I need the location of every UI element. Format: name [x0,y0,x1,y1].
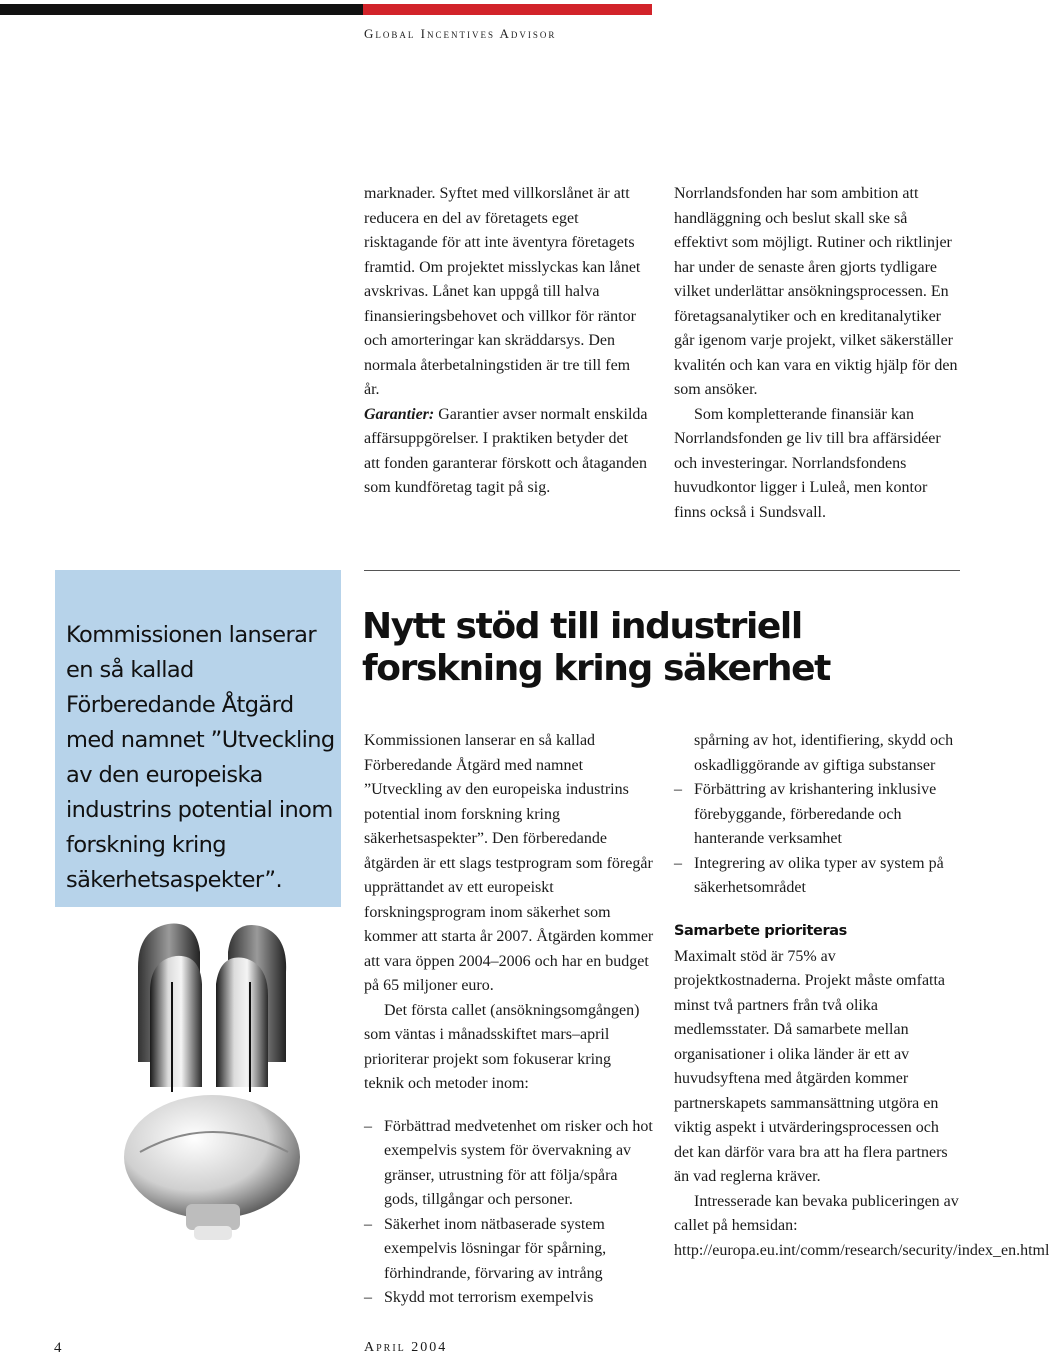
list-item: – Säkerhet inom nätbaserade system exempelvis lösningar för spårning, förhindrande, förvaring av intrång [364,1213,654,1287]
list-item-continued: spårning av hot, identifiering, skydd och oskadliggörande av giftiga substanser [694,732,954,774]
priority-list [364,1115,654,1311]
column-a [364,182,648,501]
section-subheading: Samarbete prioriteras [674,922,847,939]
light-bulb-image [110,912,310,1247]
article-column-d [674,729,1049,1263]
column-b-paragraph-1: Norrlandsfonden har som ambition att handläggning och beslut skall ske så effektivt som möjligt. Rutiner och riktlinjer har under de senaste åren gjorts tydligare vilket underlättar ansökningsprocessen. En företagsanalytiker och en kreditanalytiker går igenom varje projekt, vilket säkerställer kvalitén och kan vara en viktig hjälp för den som ansöker. [674,185,958,398]
list-item: – Förbättring av krishantering inklusive förebyggande, förberedande och hanterande verksamhet [674,778,960,852]
column-a-paragraph: marknader. Syftet med villkorslånet är att reducera en del av företagets eget risktagande för att inte äventyra företagets framtid. Om projektet misslyckas kan lånet avskrivas. Lånet kan uppgå till halva finansieringsbehovet och villkor för räntor och amorteringar kan skräddarsys. Den normala återbetalningstiden är tre till fem år. [364,185,641,398]
list-item: – Skydd mot terrorism exempelvis [364,1286,654,1311]
publication-title: Global Incentives Advisor [364,26,557,41]
header-bar-black [0,4,363,15]
issue-date: April 2004 [364,1340,448,1355]
article-paragraph-2: Det första callet (ansökningsomgången) som väntas i månadsskiftet mars–april prioriterar projekt som fokuserar kring teknik och metoder inom: [364,1001,640,1092]
priority-list-continued [674,778,960,901]
article-headline: Nytt stöd till industriell forskning kring säkerhet [362,606,830,689]
header-bar-red [363,4,652,15]
callout-text: Kommissionen lanserar en så kallad Förberedande Åtgärd med namnet ”Utveckling av den europeiska industrins potential inom forskning kring säkerhetsaspekter”. [66,622,335,893]
column-b [674,182,960,525]
list-item: – Integrering av olika typer av system på säkerhetsområdet [674,852,960,901]
article-paragraph-4: Intresserade kan bevaka publiceringen av callet på hemsidan: [674,1192,959,1234]
article-paragraph-3: Maximalt stöd är 75% av projektkostnaderna. Projekt måste omfatta minst två partners från två olika medlemsstater. Då samarbete mellan organisationer i olika länder är ett av huvudsyftena med åtgärden kommer partnerskapets sammansättning utgöra en viktig aspekt i utvärderingsprocessen och det kan därför vara bra att ha flera partners än vad reglerna kräver. [674,947,948,1185]
column-b-paragraph-2: Som kompletterande finansiär kan Norrlandsfonden ge liv till bra affärsidéer och investeringar. Norrlandsfondens huvudkontor ligger i Luleå, men kontor finns också i Sundsvall. [674,405,941,521]
column-a-garantier [364,403,648,501]
list-item: – Förbättrad medvetenhet om risker och hot exempelvis system för övervakning av gränser, utrustning för att följa/spåra gods, tillgångar och personer. [364,1115,654,1213]
page-number: 4 [54,1340,62,1356]
article-column-c [364,729,654,1311]
article-paragraph-1: Kommissionen lanserar en så kallad Förberedande Åtgärd med namnet ”Utveckling av den europeiska industrins potential inom forskning kring säkerhetsaspekter”. Den förberedande åtgärden är ett slags testprogram som föregår upprättandet av ett europeiskt forskningsprogram inom säkerhet som kommer att starta år 2007. Åtgärden kommer att vara öppen 2004–2006 och har en budget på 65 miljoner euro. [364,732,654,994]
section-divider [364,570,960,571]
garantier-label: Garantier: [364,405,435,423]
website-link[interactable]: http://europa.eu.int/comm/research/security/index_en.html [674,1241,1049,1259]
garantier-text: Garantier avser normalt enskilda affärsuppgörelser. I praktiken betyder det att fonden garanterar förskott och åtaganden som kundföretag tagit på sig. [364,405,648,496]
